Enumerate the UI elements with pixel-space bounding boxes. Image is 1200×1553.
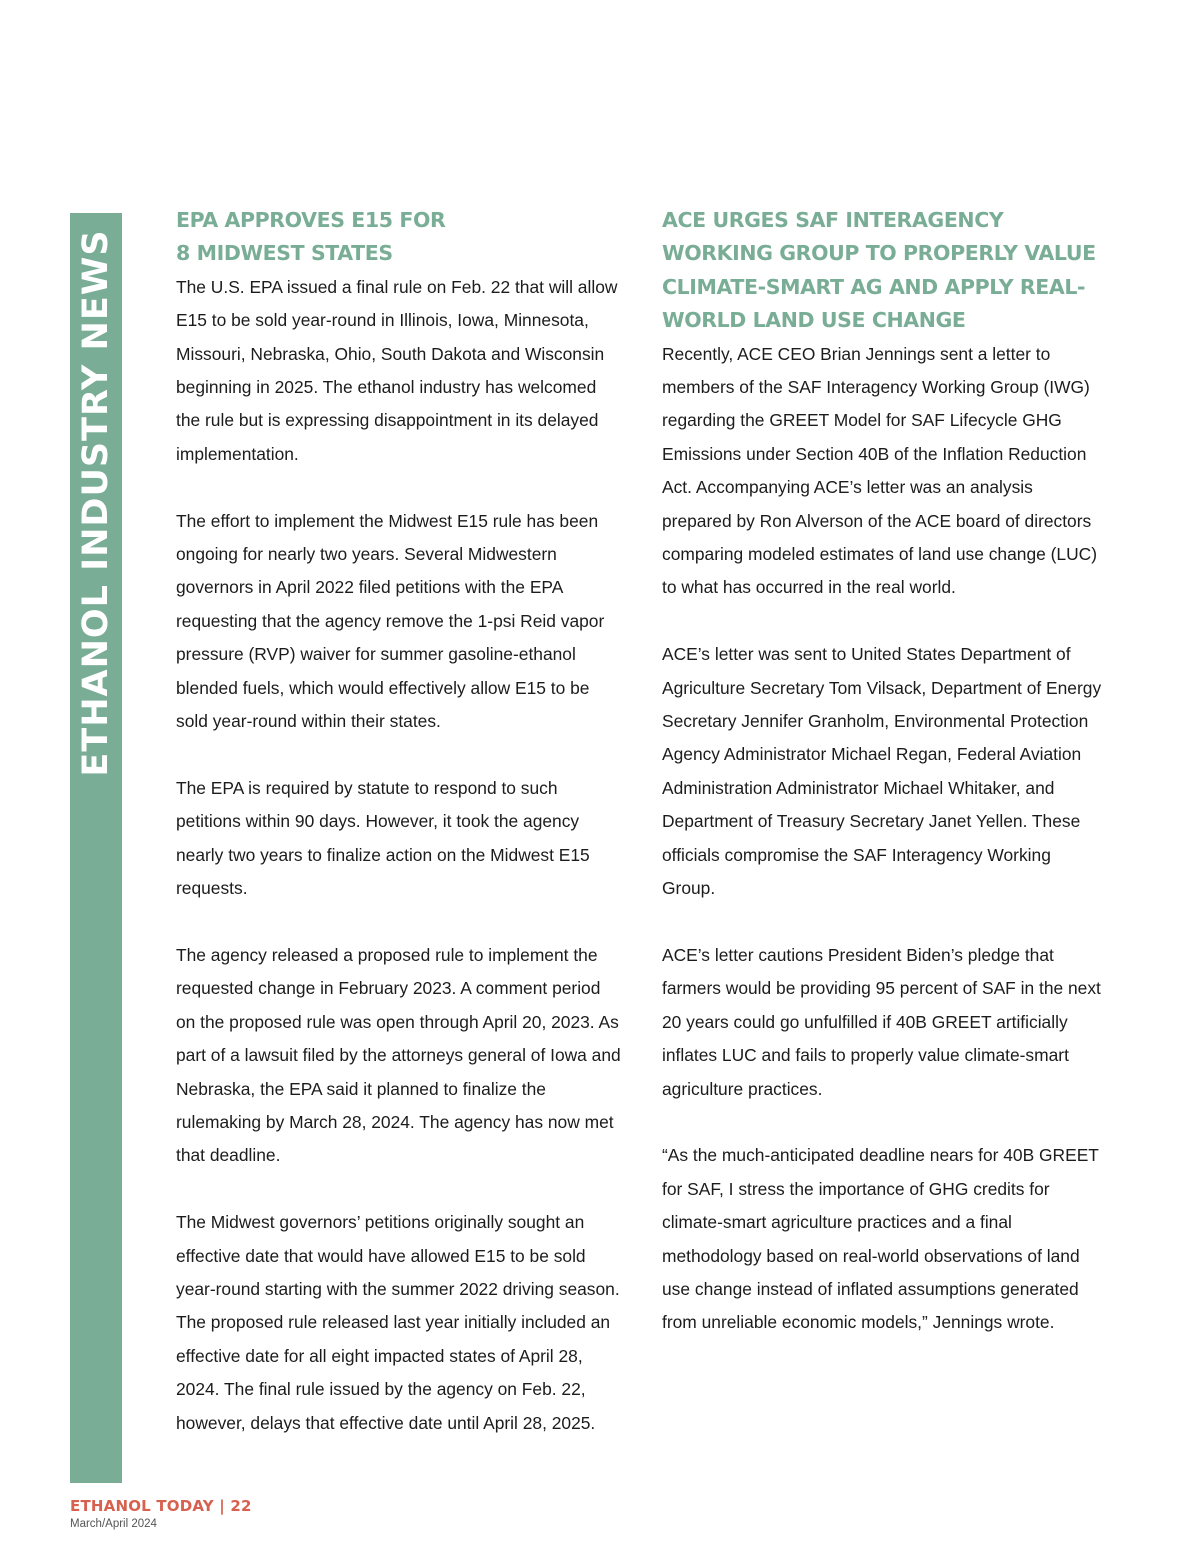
section-sidebar [70, 213, 122, 1483]
article-paragraph: ACE’s letter cautions President Biden’s pledge that farmers would be providing 95 percent of SAF in the next 20 years could go unfulfilled if 40B GREET artificially inflates LUC and fails to properly value climate-smart agriculture practices. [662, 944, 1101, 1099]
headline-line: WORKING GROUP TO PROPERLY VALUE [662, 241, 1096, 266]
article-paragraph: The Midwest governors’ petitions originally sought an effective date that would have allowed E15 to be sold year-round starting with the summer 2022 driving season. The proposed rule released last year initially included an effective date for all eight impacted states of April 28, 2024. The final rule issued by the agency on Feb. 22, however, delays that effective date until April 28, 2025. [176, 1212, 620, 1433]
article-paragraph: “As the much-anticipated deadline nears for 40B GREET for SAF, I stress the importance of GHG credits for climate-smart agriculture practices and a final methodology based on real-world observations of land use change instead of inflated assumptions generated from unreliable economic models,” Jennings wrote. [662, 1145, 1099, 1333]
article-paragraph: The U.S. EPA issued a final rule on Feb. 22 that will allow E15 to be sold year-round in Illinois, Iowa, Minnesota, Missouri, Nebraska, Ohio, South Dakota and Wisconsin beginning in 2025. The ethanol industry has welcomed the rule but is expressing disappointment in its delayed implementation. [176, 276, 618, 464]
article-paragraph: The agency released a proposed rule to implement the requested change in February 2023. A comment period on the proposed rule was open through April 20, 2023. As part of a lawsuit filed by the attorneys general of Iowa and Nebraska, the EPA said it planned to finalize the rulemaking by March 28, 2024. The agency has now met that deadline. [176, 944, 621, 1166]
article-headline [662, 204, 1102, 338]
article-headline [176, 204, 621, 271]
article-ace-saf [662, 204, 1102, 1373]
footer-date: March/April 2024 [70, 1518, 157, 1530]
article-paragraph: The effort to implement the Midwest E15 rule has been ongoing for nearly two years. Several Midwestern governors in April 2022 filed petitions with the EPA requesting that the agency remove the 1-psi Reid vapor pressure (RVP) waiver for summer gasoline-ethanol blended fuels, which would effectively allow E15 to be sold year-round within their states. [176, 510, 605, 732]
article-paragraph: ACE’s letter was sent to United States Department of Agriculture Secretary Tom Vilsack, Department of Energy Secretary Jennifer Granholm, Environmental Protection Agency Administrator Michael Regan, Federal Aviation Administration Administrator Michael Whitaker, and Department of Treasury Secretary Janet Yellen. These officials compromise the SAF Interagency Working Group. [662, 644, 1102, 899]
headline-line: ACE URGES SAF INTERAGENCY [662, 208, 1004, 232]
footer-publication: ETHANOL TODAY | 22 [70, 1497, 252, 1515]
headline-line: 8 MIDWEST STATES [176, 241, 393, 266]
article-paragraph: The EPA is required by statute to respond to such petitions within 90 days. However, it took the agency nearly two years to finalize action on the Midwest E15 requests. [176, 777, 590, 899]
section-label: ETHANOL INDUSTRY NEWS [76, 229, 116, 777]
headline-line: CLIMATE-SMART AG AND APPLY REAL- [662, 274, 1086, 299]
article-epa-e15 [176, 204, 621, 1473]
headline-line: EPA APPROVES E15 FOR [176, 208, 446, 232]
article-paragraph: Recently, ACE CEO Brian Jennings sent a letter to members of the SAF Interagency Working Group (IWG) regarding the GREET Model for SAF Lifecycle GHG Emissions under Section 40B of the Inflation Reduction Act. Accompanying ACE’s letter was an analysis prepared by Ron Alverson of the ACE board of directors comparing modeled estimates of land use change (LUC) to what has occurred in the real world. [662, 343, 1097, 598]
headline-line: WORLD LAND USE CHANGE [662, 308, 966, 333]
